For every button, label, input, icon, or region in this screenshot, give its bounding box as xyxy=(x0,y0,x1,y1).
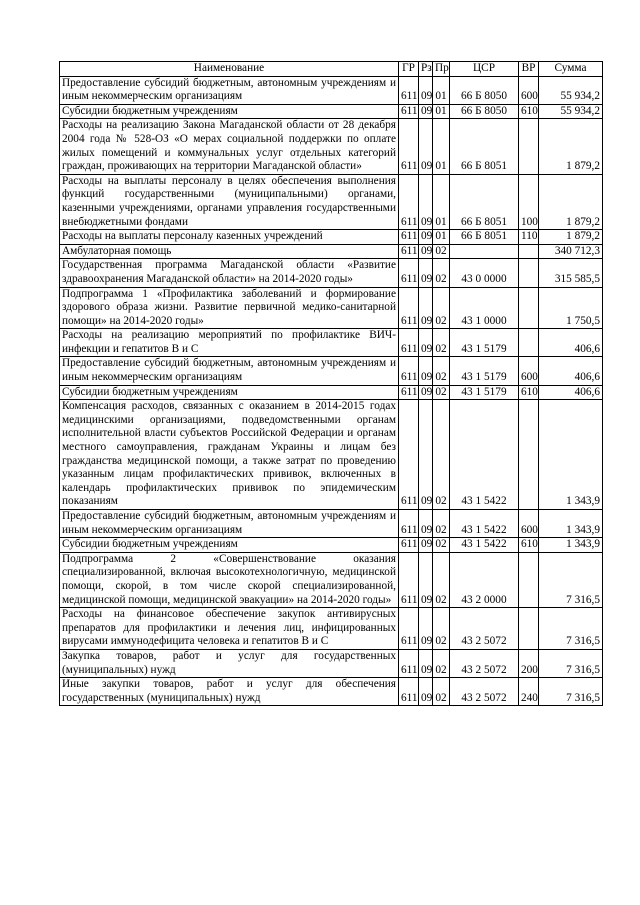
budget-table xyxy=(59,61,603,706)
table-row xyxy=(60,608,603,650)
row-sum: 1 343,9 xyxy=(539,400,603,510)
row-name: Расходы на выплаты персоналу казенных учреждений xyxy=(60,230,399,245)
row-csr: 43 1 5422 xyxy=(450,400,519,510)
table-row xyxy=(60,119,603,174)
row-sum: 406,6 xyxy=(539,357,603,385)
row-csr: 66 Б 8051 xyxy=(450,119,519,174)
row-vr xyxy=(519,552,539,607)
table-row xyxy=(60,385,603,400)
row-rz: 09 xyxy=(419,329,433,357)
row-vr: 240 xyxy=(519,678,539,706)
row-vr: 600 xyxy=(519,357,539,385)
row-vr xyxy=(519,119,539,174)
row-pr: 01 xyxy=(433,174,450,229)
row-vr: 600 xyxy=(519,510,539,538)
row-name: Подпрограмма 2 «Совершенствование оказания специализированной, включая высокотехнологичную, медицинской помощи, скорой, в том числе скорой специализированной, медицинской помощи, медицинской эвакуации» на 2014-2020 годы» xyxy=(60,552,399,607)
row-vr: 100 xyxy=(519,174,539,229)
row-pr: 01 xyxy=(433,76,450,104)
table-row xyxy=(60,244,603,259)
row-gr: 611 xyxy=(399,678,419,706)
row-gr: 611 xyxy=(399,230,419,245)
row-name: Иные закупки товаров, работ и услуг для обеспечения государственных (муниципальных) нужд xyxy=(60,678,399,706)
row-vr: 610 xyxy=(519,385,539,400)
row-sum: 1 879,2 xyxy=(539,174,603,229)
row-sum: 7 316,5 xyxy=(539,608,603,650)
header-pr: Пр xyxy=(433,62,450,77)
row-name: Субсидии бюджетным учреждениям xyxy=(60,385,399,400)
row-vr xyxy=(519,608,539,650)
row-vr xyxy=(519,244,539,259)
row-csr: 66 Б 8051 xyxy=(450,174,519,229)
row-gr: 611 xyxy=(399,119,419,174)
table-row xyxy=(60,400,603,510)
row-csr: 66 Б 8050 xyxy=(450,76,519,104)
row-gr: 611 xyxy=(399,385,419,400)
row-pr: 02 xyxy=(433,510,450,538)
row-name: Предоставление субсидий бюджетным, автономным учреждениям и иным некоммерческим организациям xyxy=(60,510,399,538)
row-pr: 02 xyxy=(433,357,450,385)
row-rz: 09 xyxy=(419,230,433,245)
row-vr: 610 xyxy=(519,538,539,553)
row-sum: 1 879,2 xyxy=(539,230,603,245)
header-rz: Рз xyxy=(419,62,433,77)
header-vr: ВР xyxy=(519,62,539,77)
row-rz: 09 xyxy=(419,400,433,510)
row-sum: 340 712,3 xyxy=(539,244,603,259)
row-sum: 1 343,9 xyxy=(539,538,603,553)
row-pr: 02 xyxy=(433,649,450,677)
row-gr: 611 xyxy=(399,649,419,677)
table-row xyxy=(60,259,603,287)
row-vr xyxy=(519,259,539,287)
row-pr: 01 xyxy=(433,230,450,245)
row-name: Субсидии бюджетным учреждениям xyxy=(60,538,399,553)
row-gr: 611 xyxy=(399,510,419,538)
row-name: Амбулаторная помощь xyxy=(60,244,399,259)
row-gr: 611 xyxy=(399,259,419,287)
row-rz: 09 xyxy=(419,385,433,400)
header-gr: ГР xyxy=(399,62,419,77)
row-gr: 611 xyxy=(399,76,419,104)
row-vr: 110 xyxy=(519,230,539,245)
row-csr: 43 0 0000 xyxy=(450,259,519,287)
row-name: Закупка товаров, работ и услуг для государственных (муниципальных) нужд xyxy=(60,649,399,677)
table-body xyxy=(60,76,603,706)
row-csr: 66 Б 8051 xyxy=(450,230,519,245)
row-name: Расходы на финансовое обеспечение закупок антивирусных препаратов для профилактики и лечения лиц, инфицированных вирусами иммунодефицита человека и гепатитов В и С xyxy=(60,608,399,650)
row-rz: 09 xyxy=(419,104,433,119)
row-csr: 43 2 5072 xyxy=(450,678,519,706)
row-sum: 406,6 xyxy=(539,385,603,400)
row-gr: 611 xyxy=(399,174,419,229)
row-csr: 43 2 5072 xyxy=(450,608,519,650)
row-rz: 09 xyxy=(419,678,433,706)
row-gr: 611 xyxy=(399,538,419,553)
table-row xyxy=(60,230,603,245)
row-pr: 02 xyxy=(433,385,450,400)
row-pr: 02 xyxy=(433,244,450,259)
row-sum: 55 934,2 xyxy=(539,104,603,119)
table-header-row xyxy=(60,62,603,77)
row-name: Компенсация расходов, связанных с оказанием в 2014-2015 годах медицинскими организациями, подведомственными органам исполнительной власти субъектов Российской Федерации и органам местного самоуправления, гражданам Украины и лицам без гражданства медицинской помощи, а также затрат по проведению указанным лицам профилактических прививок, включенных в календарь профилактических прививок по эпидемическим показаниям xyxy=(60,400,399,510)
row-gr: 611 xyxy=(399,552,419,607)
row-sum: 406,6 xyxy=(539,329,603,357)
row-rz: 09 xyxy=(419,76,433,104)
row-name: Предоставление субсидий бюджетным, автономным учреждениям и иным некоммерческим организациям xyxy=(60,76,399,104)
table-row xyxy=(60,174,603,229)
row-rz: 09 xyxy=(419,259,433,287)
row-pr: 02 xyxy=(433,259,450,287)
row-gr: 611 xyxy=(399,104,419,119)
row-name: Государственная программа Магаданской области «Развитие здравоохранения Магаданской области» на 2014-2020 годы» xyxy=(60,259,399,287)
row-gr: 611 xyxy=(399,329,419,357)
row-rz: 09 xyxy=(419,357,433,385)
row-pr: 02 xyxy=(433,329,450,357)
row-gr: 611 xyxy=(399,357,419,385)
row-csr: 43 1 5179 xyxy=(450,357,519,385)
row-gr: 611 xyxy=(399,287,419,329)
row-sum: 315 585,5 xyxy=(539,259,603,287)
row-sum: 55 934,2 xyxy=(539,76,603,104)
row-sum: 7 316,5 xyxy=(539,552,603,607)
row-csr: 43 2 0000 xyxy=(450,552,519,607)
row-rz: 09 xyxy=(419,174,433,229)
row-rz: 09 xyxy=(419,244,433,259)
row-pr: 02 xyxy=(433,608,450,650)
row-pr: 02 xyxy=(433,400,450,510)
row-pr: 02 xyxy=(433,538,450,553)
row-name: Подпрограмма 1 «Профилактика заболеваний и формирование здорового образа жизни. Развитие первичной медико-санитарной помощи» на 2014-2020 годы» xyxy=(60,287,399,329)
row-csr xyxy=(450,244,519,259)
table-row xyxy=(60,552,603,607)
table-row xyxy=(60,538,603,553)
header-csr: ЦСР xyxy=(450,62,519,77)
row-vr: 610 xyxy=(519,104,539,119)
row-sum: 1 750,5 xyxy=(539,287,603,329)
row-csr: 43 1 0000 xyxy=(450,287,519,329)
table-row xyxy=(60,678,603,706)
row-pr: 01 xyxy=(433,104,450,119)
table-row xyxy=(60,76,603,104)
row-rz: 09 xyxy=(419,552,433,607)
row-pr: 02 xyxy=(433,287,450,329)
row-csr: 43 2 5072 xyxy=(450,649,519,677)
row-pr: 01 xyxy=(433,119,450,174)
row-name: Расходы на выплаты персоналу в целях обеспечения выполнения функций государственными (муниципальными) органами, казенными учреждениями, органами управления государственными внебюджетными фондами xyxy=(60,174,399,229)
row-vr: 200 xyxy=(519,649,539,677)
table-row xyxy=(60,357,603,385)
row-csr: 43 1 5422 xyxy=(450,538,519,553)
row-sum: 7 316,5 xyxy=(539,678,603,706)
row-vr xyxy=(519,400,539,510)
row-csr: 43 1 5179 xyxy=(450,385,519,400)
table-row xyxy=(60,104,603,119)
row-name: Предоставление субсидий бюджетным, автономным учреждениям и иным некоммерческим организациям xyxy=(60,357,399,385)
row-rz: 09 xyxy=(419,287,433,329)
row-rz: 09 xyxy=(419,119,433,174)
row-pr: 02 xyxy=(433,552,450,607)
table-row xyxy=(60,287,603,329)
table-row xyxy=(60,649,603,677)
row-rz: 09 xyxy=(419,608,433,650)
header-sum: Сумма xyxy=(539,62,603,77)
row-pr: 02 xyxy=(433,678,450,706)
row-rz: 09 xyxy=(419,649,433,677)
row-vr xyxy=(519,287,539,329)
row-gr: 611 xyxy=(399,608,419,650)
table-row xyxy=(60,510,603,538)
row-sum: 1 343,9 xyxy=(539,510,603,538)
row-vr: 600 xyxy=(519,76,539,104)
row-vr xyxy=(519,329,539,357)
header-name: Наименование xyxy=(60,62,399,77)
row-csr: 43 1 5422 xyxy=(450,510,519,538)
row-csr: 66 Б 8050 xyxy=(450,104,519,119)
row-sum: 7 316,5 xyxy=(539,649,603,677)
table-row xyxy=(60,329,603,357)
row-sum: 1 879,2 xyxy=(539,119,603,174)
row-rz: 09 xyxy=(419,538,433,553)
row-name: Расходы на реализацию мероприятий по профилактике ВИЧ-инфекции и гепатитов В и С xyxy=(60,329,399,357)
row-gr: 611 xyxy=(399,244,419,259)
row-csr: 43 1 5179 xyxy=(450,329,519,357)
row-gr: 611 xyxy=(399,400,419,510)
row-name: Субсидии бюджетным учреждениям xyxy=(60,104,399,119)
row-rz: 09 xyxy=(419,510,433,538)
row-name: Расходы на реализацию Закона Магаданской области от 28 декабря 2004 года № 528-ОЗ «О мерах социальной поддержки по оплате жилых помещений и коммунальных услуг отдельных категорий граждан, проживающих на территории Магаданской области» xyxy=(60,119,399,174)
